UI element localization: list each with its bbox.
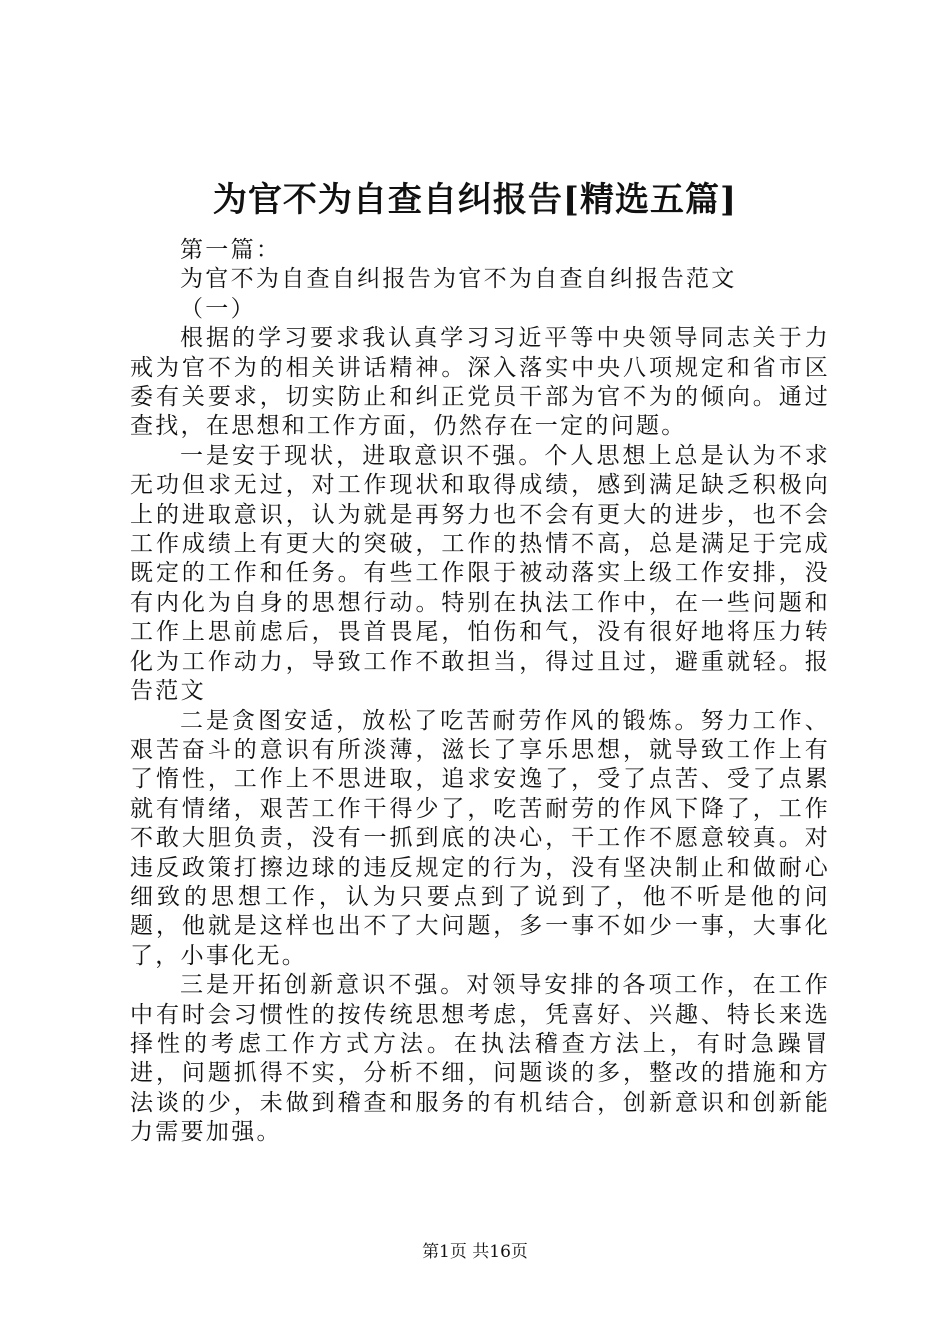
section-label: 第一篇： xyxy=(180,237,282,263)
paragraph-intro: 根据的学习要求我认真学习习近平等中央领导同志关于力戒为官不为的相关讲话精神。深入落实中央八项规定和省市区委有关要求，切实防止和纠正党员干部为官不为的倾向。通过查找，在思想和工作方面，仍然存在一定的问题。 xyxy=(130,325,830,440)
section-subtitle: 为官不为自查自纠报告为官不为自查自纠报告范文 xyxy=(180,266,737,293)
sub-number: （一） xyxy=(180,295,256,322)
page-footer: 第1页 共16页 xyxy=(422,1242,528,1262)
document-body xyxy=(130,236,830,1148)
document-title: 为官不为自查自纠报告[精选五篇] xyxy=(212,180,738,220)
paragraph-point-two: 二是贪图安适，放松了吃苦耐劳作风的锻炼。努力工作、艰苦奋斗的意识有所淡薄，滋长了享乐思想，就导致工作上有了惰性，工作上不思进取，追求安逸了，受了点苦、受了点累就有情绪，艰苦工作干得少了，吃苦耐劳的作风下降了，工作不敢大胆负责，没有一抓到底的决心，干工作不愿意较真。对违反政策打擦边球的违反规定的行为，没有坚决制止和做耐心细致的思想工作，认为只要点到了说到了，他不听是他的问题，他就是这样也出不了大问题，多一事不如少一事，大事化了，小事化无。 xyxy=(130,707,830,969)
paragraph-point-one: 一是安于现状，进取意识不强。个人思想上总是认为不求无功但求无过，对工作现状和取得成绩，感到满足缺乏积极向上的进取意识，认为就是再努力也不会有更大的进步，也不会工作成绩上有更大的突破，工作的热情不高，总是满足于完成既定的工作和任务。有些工作限于被动落实上级工作安排，没有内化为自身的思想行动。特别在执法工作中，在一些问题和工作上思前虑后，畏首畏尾，怕伤和气，没有很好地将压力转化为工作动力，导致工作不敢担当，得过且过，避重就轻。报告范文 xyxy=(130,442,830,705)
paragraph-point-three: 三是开拓创新意识不强。对领导安排的各项工作，在工作中有时会习惯性的按传统思想考虑，凭喜好、兴趣、特长来选择性的考虑工作方式方法。在执法稽查方法上，有时急躁冒进，问题抓得不实，分析不细，问题谈的多，整改的措施和方法谈的少，未做到稽查和服务的有机结合，创新意识和创新能力需要加强。 xyxy=(130,972,830,1146)
